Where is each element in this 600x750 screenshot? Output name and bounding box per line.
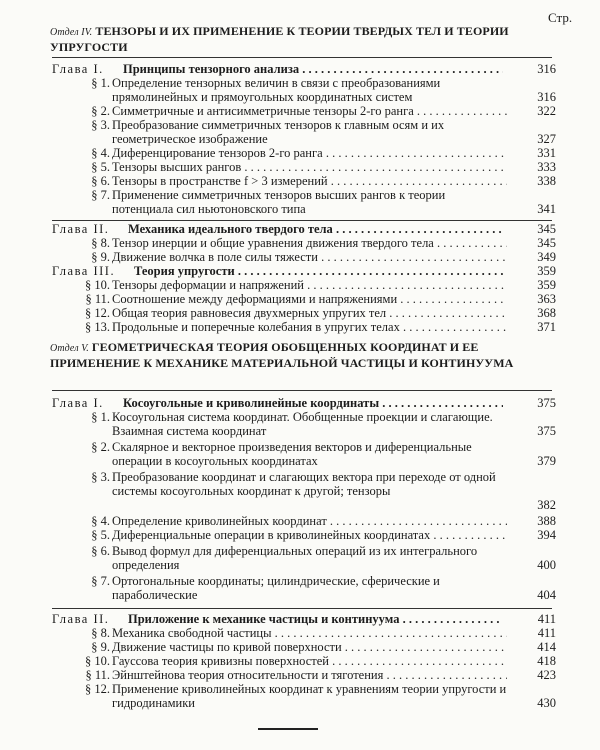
page-number: 359 xyxy=(537,264,556,278)
chapter-title: Приложение к механике частицы и континуума . . . xyxy=(128,612,503,626)
chapter-title: Механика идеального твердого тела . . . xyxy=(128,222,503,236)
page-number: 327 xyxy=(537,132,556,146)
section-number: § 12. xyxy=(85,306,110,320)
chapter-title: Косоугольные и криволинейные координаты . . . xyxy=(123,396,503,410)
section-title: Определение тензорных величин в связи с преобразованиями прямолинейных и прямоугольных координатных систем xyxy=(112,76,441,104)
section-number: § 4. xyxy=(91,514,110,528)
page-number: 404 xyxy=(537,588,556,602)
section-title: Продольные и поперечные колебания в упругих телах . . . xyxy=(112,320,507,334)
section-title: Механика свободной частицы . . . xyxy=(112,626,507,640)
section-number: § 8. xyxy=(91,626,110,640)
chapter-label: Глава III. xyxy=(52,264,116,278)
section-number: § 2. xyxy=(91,104,110,118)
section-title: Тензоры высших рангов . . . xyxy=(112,160,507,174)
page-number: 411 xyxy=(537,626,556,640)
section-title: Тензоры деформации и напряжений . . . xyxy=(112,278,507,292)
section-title: Соотношение между деформациями и напряжениями . . . xyxy=(112,292,507,306)
page-number: 338 xyxy=(537,174,556,188)
section-title: Применение симметричных тензоров высших рангов к теории потенциала сил ньютоновского типа xyxy=(112,188,446,216)
section-number: § 6. xyxy=(91,174,110,188)
section-title: Движение волчка в поле силы тяжести . . . xyxy=(112,250,507,264)
chapter-label: Глава I. xyxy=(52,396,104,410)
divider xyxy=(52,390,552,391)
page-number: 423 xyxy=(537,668,556,682)
part-label: Отдел V. xyxy=(50,343,89,354)
page-number: 388 xyxy=(537,514,556,528)
section-title: Применение криволинейных координат к уравнениям теории упругости и гидродинамики xyxy=(112,682,507,710)
section-number: § 7. xyxy=(91,188,110,202)
section-number: § 12. xyxy=(85,682,110,696)
page-number: 379 xyxy=(537,454,556,468)
section-title: Диференцирование тензоров 2-го ранга . . . xyxy=(112,146,507,160)
page-number: 345 xyxy=(537,222,556,236)
page-column-label: Стр. xyxy=(548,10,573,25)
divider xyxy=(52,220,552,221)
page-number: 331 xyxy=(537,146,556,160)
page-number: 382 xyxy=(537,498,556,512)
part-title: ГЕОМЕТРИЧЕСКАЯ ТЕОРИЯ ОБОБЩЕННЫХ КООРДИНАТ И ЕЕ ПРИМЕНЕНИЕ К МЕХАНИКЕ МАТЕРИАЛЬНОЙ ЧАСТИЦЫ И КОНТИНУУМА xyxy=(50,340,514,370)
divider xyxy=(52,608,552,609)
page-number: 375 xyxy=(537,424,556,438)
section-number: § 6. xyxy=(91,544,110,558)
section-number: § 3. xyxy=(91,118,110,132)
section-title: Косоугольная система координат. Обобщенные проекции и слагающие. Взаимная система координат xyxy=(112,410,493,438)
chapter-label: Глава II. xyxy=(52,612,110,626)
section-title: Общая теория равновесия двухмерных упругих тел . . . xyxy=(112,306,507,320)
page-number: 418 xyxy=(537,654,556,668)
chapter-label: Глава I. xyxy=(52,62,104,76)
section-title: Скалярное и векторное произведения векторов и диференциальные операции в косоугольных координатах xyxy=(112,440,472,468)
section-number: § 5. xyxy=(91,528,110,542)
page-number: 345 xyxy=(537,236,556,250)
chapter-title: Теория упругости . . . xyxy=(134,264,503,278)
page-number: 359 xyxy=(537,278,556,292)
section-number: § 9. xyxy=(91,640,110,654)
section-number: § 1. xyxy=(91,76,110,90)
section-title: Определение криволинейных координат . . . xyxy=(112,514,507,528)
page-number: 375 xyxy=(537,396,556,410)
page-number: 322 xyxy=(537,104,556,118)
section-title: Ортогональные координаты; цилиндрические, сферические и параболические xyxy=(112,574,440,602)
section-title: Симметричные и антисимметричные тензоры 2-го ранга . . . xyxy=(112,104,507,118)
page-number: 316 xyxy=(537,90,556,104)
section-title: Диференциальные операции в криволинейных координатах . . . xyxy=(112,528,507,542)
section-number: § 11. xyxy=(85,292,110,306)
page-number: 316 xyxy=(537,62,556,76)
page-number: 411 xyxy=(537,612,556,626)
page-number: 341 xyxy=(537,202,556,216)
page-number: 414 xyxy=(537,640,556,654)
section-title: Преобразование симметричных тензоров к главным осям и их геометрическое изображение xyxy=(112,118,445,146)
section-number: § 13. xyxy=(85,320,110,334)
chapter-title: Принципы тензорного анализа . . . xyxy=(123,62,503,76)
section-title: Тензоры в пространстве f > 3 измерений . . . xyxy=(112,174,507,188)
section-title: Движение частицы по кривой поверхности . . . xyxy=(112,640,507,654)
section-title: Тензор инерции и общие уравнения движения твердого тела . . . xyxy=(112,236,507,250)
section-title: Преобразование координат и слагающих вектора при переходе от одной системы косоугольных координат к другой; тензоры xyxy=(112,470,496,498)
section-number: § 10. xyxy=(85,654,110,668)
page-number: 400 xyxy=(537,558,556,572)
section-number: § 2. xyxy=(91,440,110,454)
part-heading xyxy=(50,24,552,55)
section-title: Эйнштейнова теория относительности и тяготения . . . xyxy=(112,668,507,682)
section-number: § 9. xyxy=(91,250,110,264)
end-divider xyxy=(258,728,318,730)
chapter-label: Глава II. xyxy=(52,222,110,236)
section-number: § 10. xyxy=(85,278,110,292)
divider xyxy=(52,57,552,58)
section-number: § 7. xyxy=(91,574,110,588)
part-heading xyxy=(50,340,552,371)
section-number: § 3. xyxy=(91,470,110,484)
section-number: § 11. xyxy=(85,668,110,682)
part-title: ТЕНЗОРЫ И ИХ ПРИМЕНЕНИЕ К ТЕОРИИ ТВЕРДЫХ ТЕЛ И ТЕОРИИ УПРУГОСТИ xyxy=(50,24,509,54)
page-number: 349 xyxy=(537,250,556,264)
section-number: § 4. xyxy=(91,146,110,160)
section-title: Вывод формул для диференциальных операций из их интегрального определения xyxy=(112,544,478,572)
page-number: 368 xyxy=(537,306,556,320)
section-number: § 8. xyxy=(91,236,110,250)
page-number: 394 xyxy=(537,528,556,542)
page-number: 430 xyxy=(537,696,556,710)
section-title: Гауссова теория кривизны поверхностей . . . xyxy=(112,654,507,668)
section-number: § 5. xyxy=(91,160,110,174)
page-number: 333 xyxy=(537,160,556,174)
page-number: 371 xyxy=(537,320,556,334)
section-number: § 1. xyxy=(91,410,110,424)
part-label: Отдел IV. xyxy=(50,27,93,38)
page-number: 363 xyxy=(537,292,556,306)
